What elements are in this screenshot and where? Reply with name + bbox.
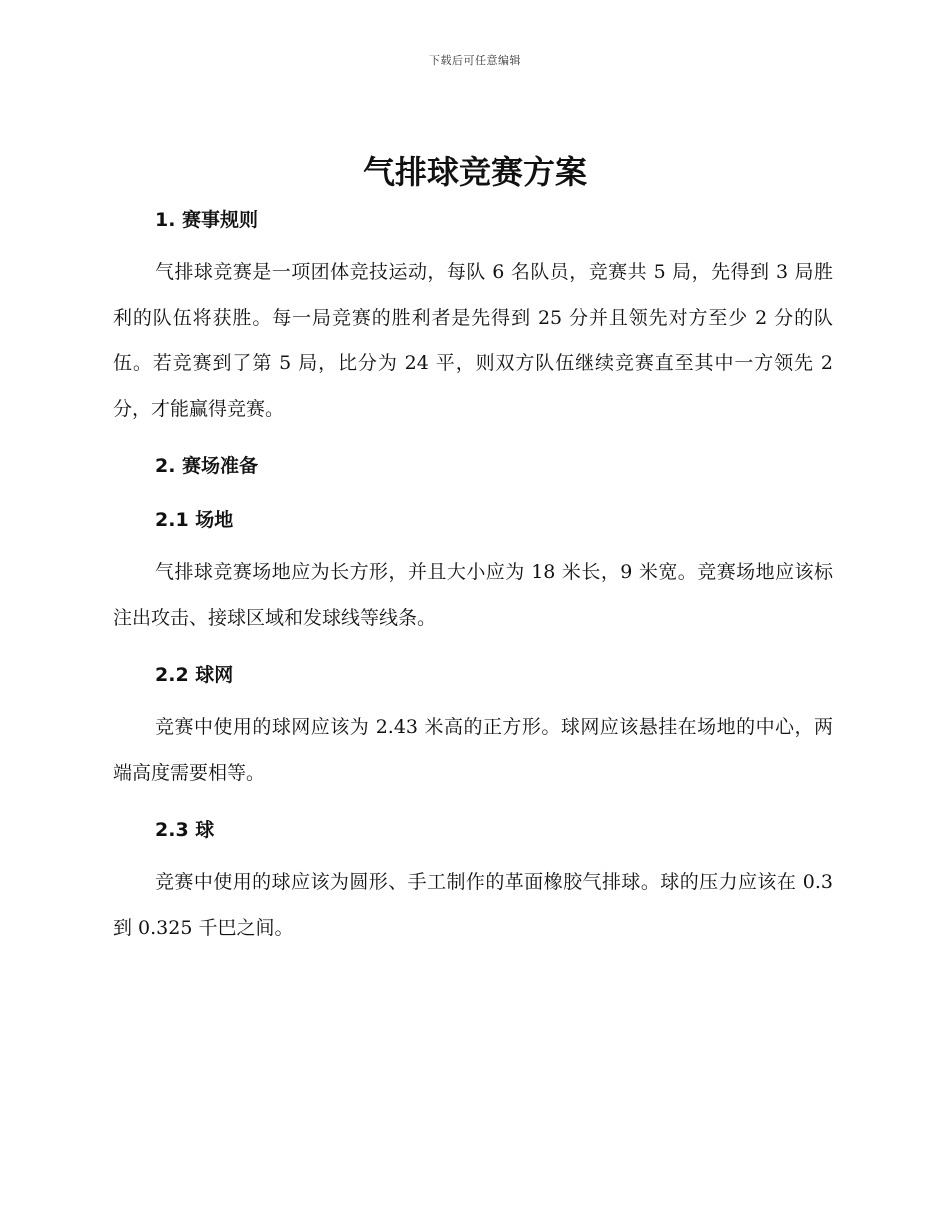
section-heading-rules: 1. 赛事规则 [155, 209, 259, 231]
section-heading-venue-prep: 2. 赛场准备 [155, 455, 259, 477]
document-body [113, 200, 833, 951]
section-heading-court: 2.1 场地 [155, 509, 234, 531]
section-paragraph-rules: 气排球竞赛是一项团体竞技运动，每队 6 名队员，竞赛共 5 局，先得到 3 局胜利的队伍将获胜。每一局竞赛的胜利者是先得到 25 分并且领先对方至少 2 分的队伍。若竞赛到了第 5 局，比分为 24 平，则双方队伍继续竞赛直至其中一方领先 2 分，才能赢得竞赛。 [113, 261, 833, 420]
section-heading-ball: 2.3 球 [155, 819, 215, 841]
document-title: 气排球竞赛方案 [362, 153, 587, 191]
page-header-note: 下载后可任意编辑 [429, 54, 521, 67]
section-paragraph-net: 竞赛中使用的球网应该为 2.43 米高的正方形。球网应该悬挂在场地的中心，两端高度需要相等。 [113, 716, 833, 784]
section-paragraph-ball: 竞赛中使用的球应该为圆形、手工制作的革面橡胶气排球。球的压力应该在 0.3 到 0.325 千巴之间。 [113, 871, 833, 939]
section-heading-net: 2.2 球网 [155, 664, 234, 686]
section-paragraph-court: 气排球竞赛场地应为长方形，并且大小应为 18 米长，9 米宽。竞赛场地应该标注出攻击、接球区域和发球线等线条。 [113, 561, 833, 629]
